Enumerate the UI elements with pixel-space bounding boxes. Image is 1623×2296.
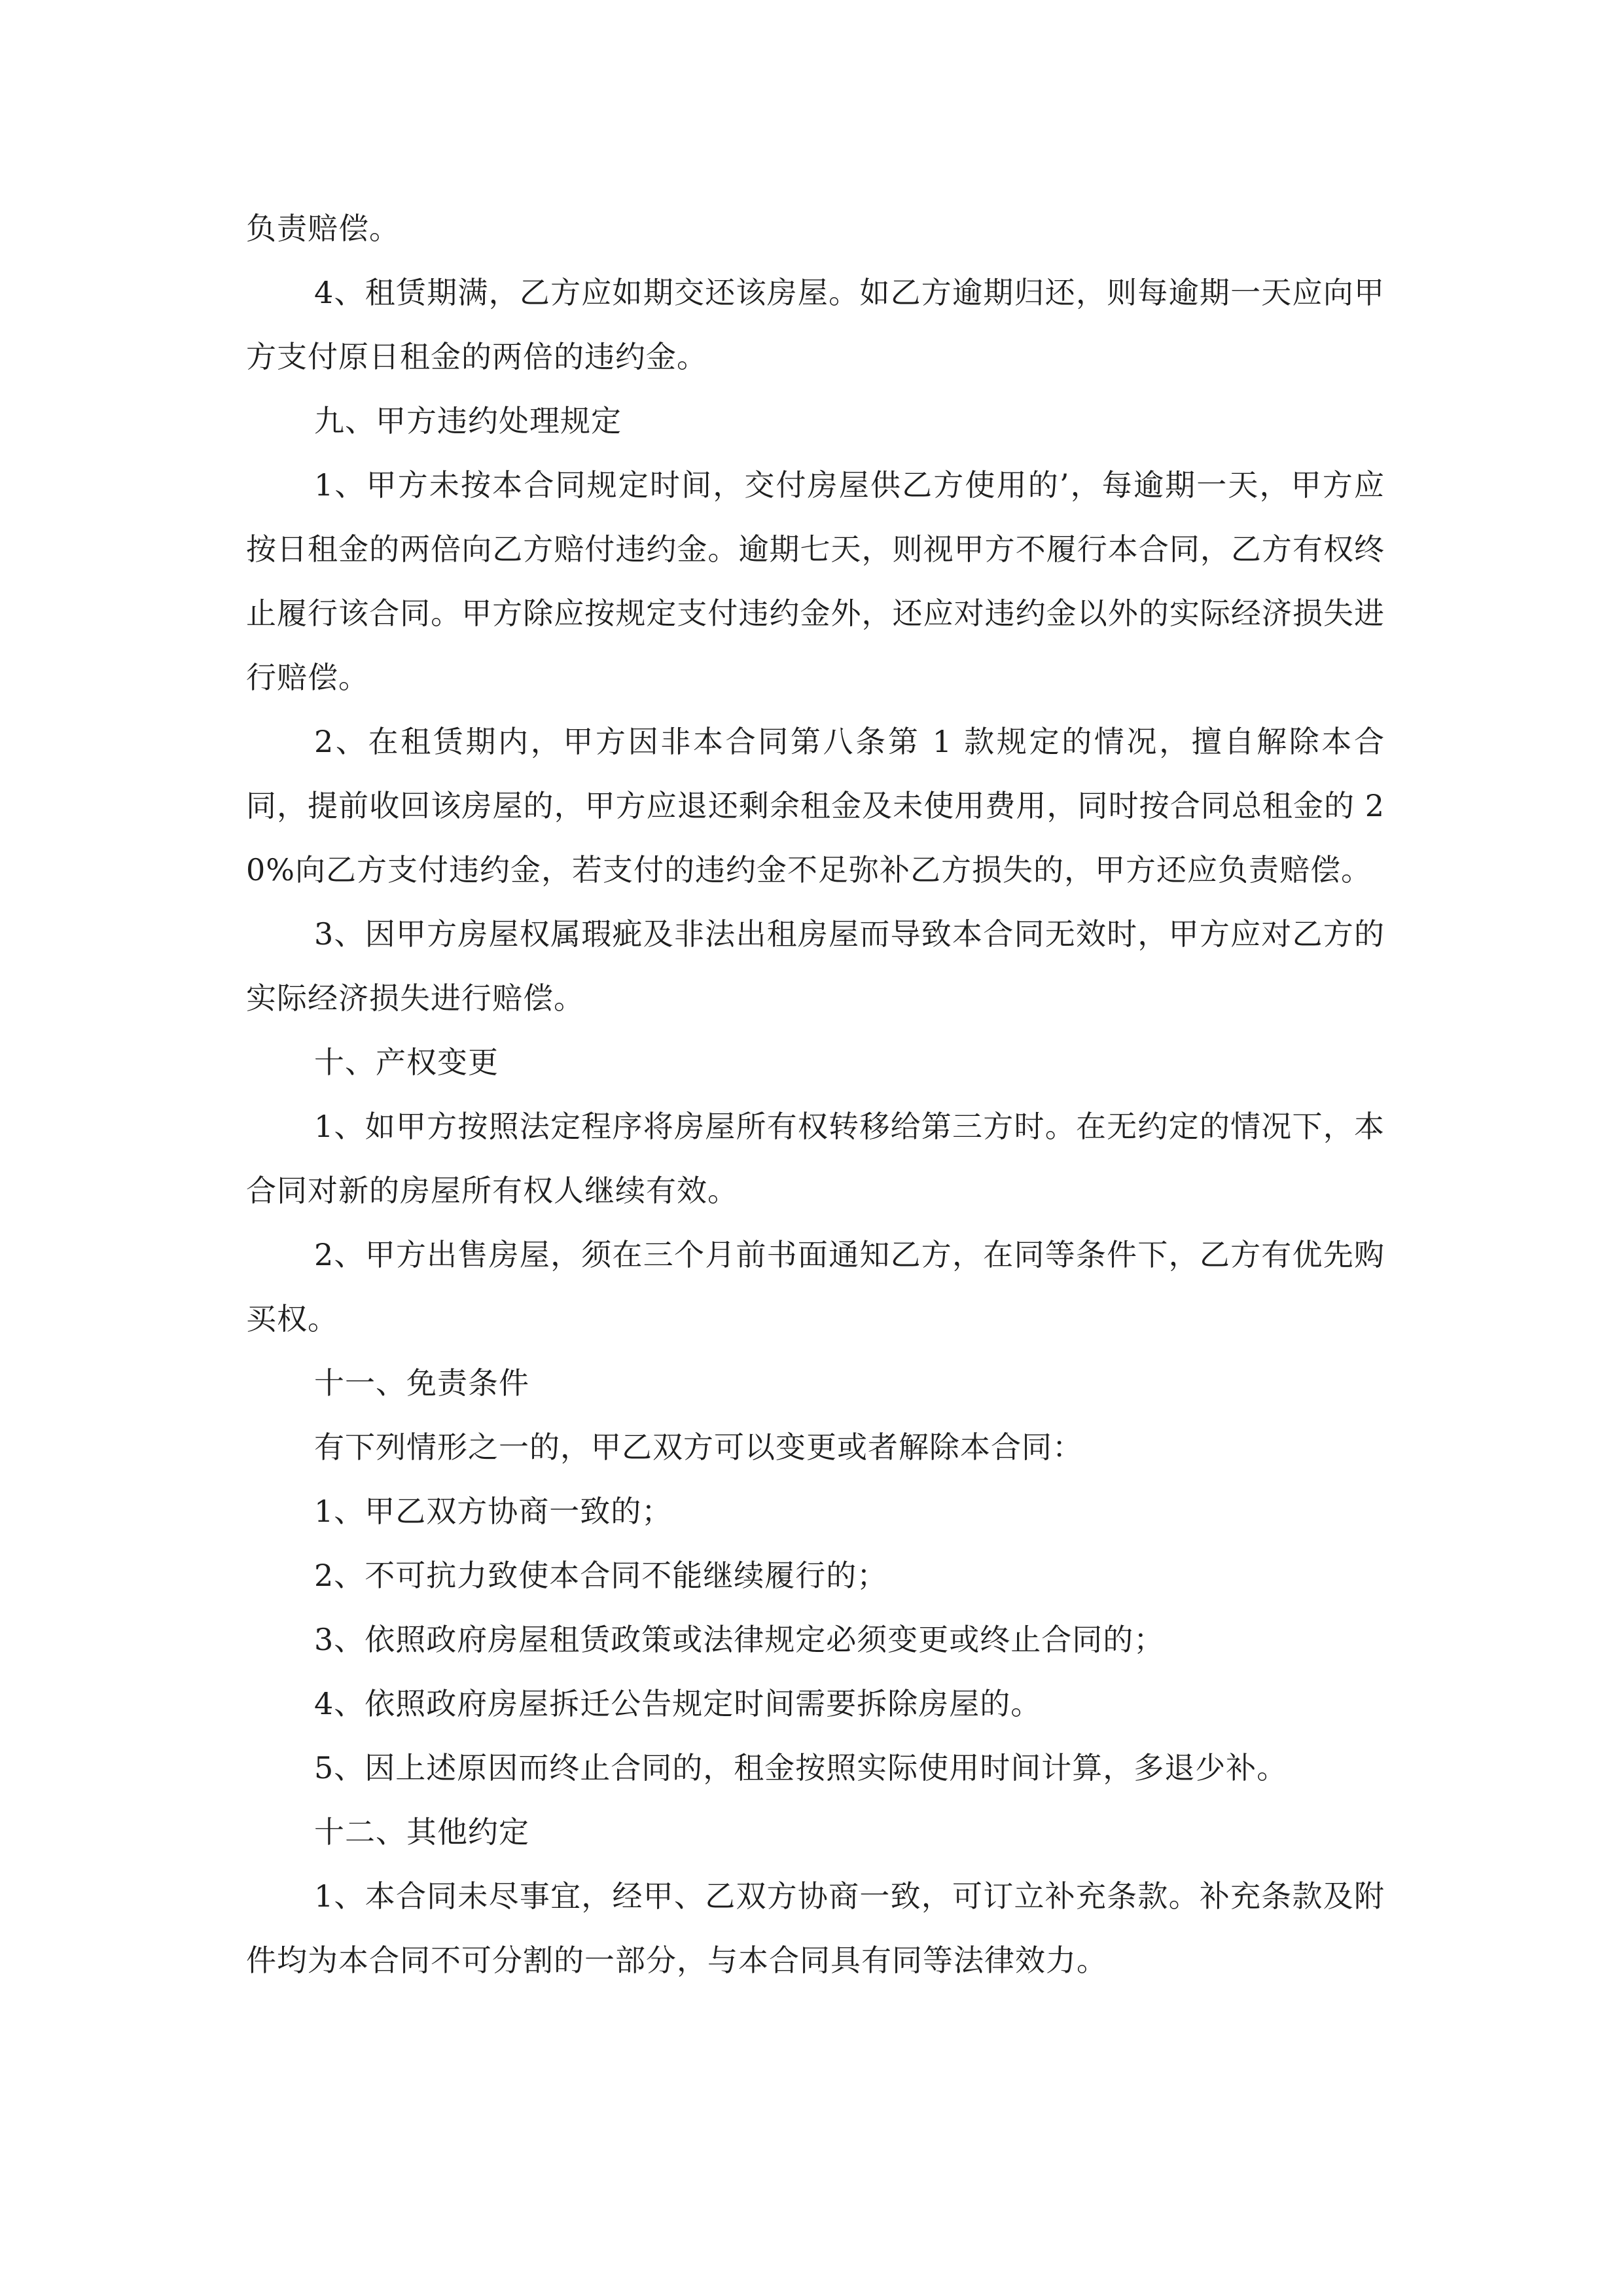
- paragraph-continuation: 负责赔偿。: [246, 211, 400, 246]
- clause-9-3: 3、因甲方房屋权属瑕疵及非法出租房屋而导致本合同无效时，甲方应对乙方的实际经济损失进行赔偿。: [246, 916, 1385, 1016]
- section-heading-12: 十二、其他约定: [314, 1814, 529, 1850]
- clause-11-2: 2、不可抗力致使本合同不能继续履行的；: [314, 1558, 888, 1593]
- clause-11-1: 1、甲乙双方协商一致的；: [314, 1494, 673, 1529]
- clause-9-1: 1、甲方未按本合同规定时间，交付房屋供乙方使用的’，每逾期一天，甲方应按日租金的两倍向乙方赔付违约金。逾期七天，则视甲方不履行本合同，乙方有权终止履行该合同。甲方除应按规定支付违约金外，还应对违约金以外的实际经济损失进行赔偿。: [246, 467, 1385, 695]
- clause-10-1: 1、如甲方按照法定程序将房屋所有权转移给第三方时。在无约定的情况下，本合同对新的房屋所有权人继续有效。: [246, 1109, 1385, 1208]
- document-body: [246, 196, 1385, 1992]
- clause-11-5: 5、因上述原因而终止合同的，租金按照实际使用时间计算，多退少补。: [314, 1750, 1288, 1785]
- section-heading-11: 十一、免责条件: [314, 1365, 529, 1401]
- section-heading-10: 十、产权变更: [314, 1045, 499, 1080]
- clause-12-1: 1、本合同未尽事宜，经甲、乙双方协商一致，可订立补充条款。补充条款及附件均为本合同不可分割的一部分，与本合同具有同等法律效力。: [246, 1878, 1385, 1978]
- section-heading-9: 九、甲方违约处理规定: [314, 403, 622, 439]
- clause-11-4: 4、依照政府房屋拆迁公告规定时间需要拆除房屋的。: [314, 1686, 1042, 1721]
- clause-8-4: 4、租赁期满，乙方应如期交还该房屋。如乙方逾期归还，则每逾期一天应向甲方支付原日租金的两倍的违约金。: [246, 275, 1385, 374]
- clause-10-2: 2、甲方出售房屋，须在三个月前书面通知乙方，在同等条件下，乙方有优先购买权。: [246, 1237, 1385, 1336]
- clause-11-3: 3、依照政府房屋租赁政策或法律规定必须变更或终止合同的；: [314, 1622, 1165, 1657]
- clause-11-intro: 有下列情形之一的，甲乙双方可以变更或者解除本合同：: [314, 1429, 1083, 1465]
- clause-9-2: 2、在租赁期内，甲方因非本合同第八条第 1 款规定的情况，擅自解除本合同，提前收回该房屋的，甲方应退还剩余租金及未使用费用，同时按合同总租金的 20%向乙方支付违约金，若支付的违约金不足弥补乙方损失的，甲方还应负责赔偿。: [246, 724, 1385, 888]
